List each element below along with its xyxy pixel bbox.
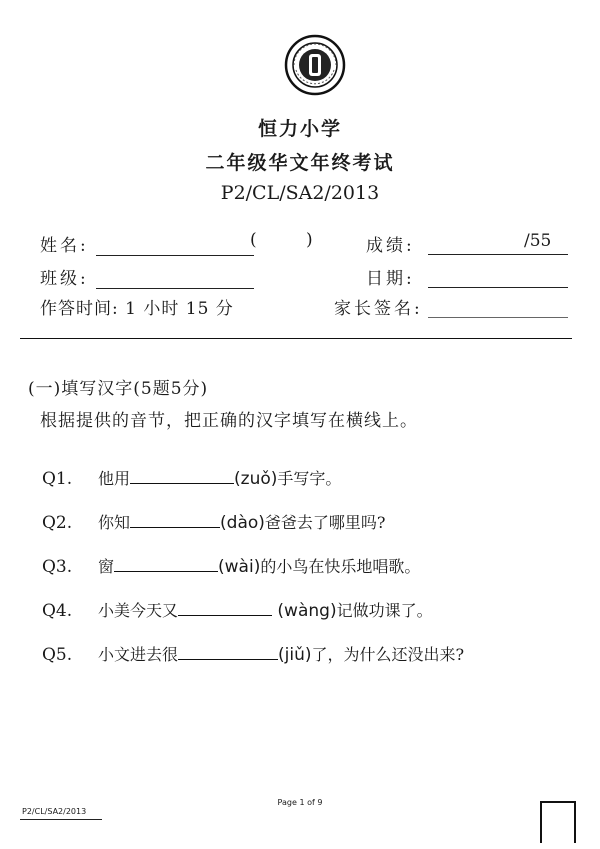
question-q1 <box>42 466 341 489</box>
question-text-after: 手写字。 <box>277 469 342 488</box>
section-title: (一)填写汉字(5题5分) <box>28 379 209 399</box>
date-line <box>428 287 568 288</box>
footer-rule <box>20 819 102 820</box>
question-text-before: 你知 <box>98 513 131 532</box>
pinyin-hint: (wài) <box>218 557 261 577</box>
score-line <box>428 254 568 255</box>
question-text-after: 记做功课了。 <box>336 601 433 620</box>
question-text-before: 小美今天又 <box>98 601 179 620</box>
question-number: Q3. <box>42 557 73 577</box>
answer-blank[interactable] <box>114 557 218 572</box>
name-line <box>96 255 254 256</box>
school-logo-seal <box>284 34 346 96</box>
score-label: 成绩: <box>366 236 415 256</box>
question-text-after: 爸爸去了哪里吗? <box>264 513 386 532</box>
answer-blank[interactable] <box>130 469 234 484</box>
score-corner-box <box>540 801 576 843</box>
class-line <box>96 288 254 289</box>
page-number: Page 1 of 9 <box>277 798 323 807</box>
parent-sign-label: 家长签名: <box>334 299 423 319</box>
answer-blank[interactable] <box>178 601 272 616</box>
pinyin-hint: (dào) <box>220 513 265 533</box>
question-text-before: 小文进去很 <box>98 645 179 664</box>
question-q2 <box>42 510 385 533</box>
question-text-after: 的小鸟在快乐地唱歌。 <box>260 557 421 576</box>
name-label: 姓名: <box>40 236 89 256</box>
question-q3 <box>42 554 420 577</box>
exam-code: P2/CL/SA2/2013 <box>220 182 380 204</box>
pinyin-hint: (zuǒ) <box>234 469 278 489</box>
answer-blank[interactable] <box>130 513 220 528</box>
date-label: 日期: <box>366 269 415 289</box>
section-divider <box>20 338 572 339</box>
question-q4 <box>42 598 433 621</box>
question-text-before: 窗 <box>98 557 115 576</box>
school-name: 恒力小学 <box>257 118 342 140</box>
question-number: Q1. <box>42 469 73 489</box>
question-text-before: 他用 <box>98 469 131 488</box>
answer-blank[interactable] <box>178 645 278 660</box>
question-text-after: 了，为什么还没出来? <box>311 645 465 664</box>
class-number-paren-open: ( <box>250 230 260 250</box>
footer-exam-code: P2/CL/SA2/2013 <box>22 807 87 816</box>
score-total: /55 <box>524 231 552 251</box>
question-number: Q2. <box>42 513 73 533</box>
exam-title: 二年级华文年终考试 <box>205 152 395 174</box>
time-label: 作答时间: 1 小时 15 分 <box>40 299 234 319</box>
question-q5 <box>42 642 464 665</box>
section-instruction: 根据提供的音节，把正确的汉字填写在横线上。 <box>40 411 418 431</box>
question-number: Q5. <box>42 645 73 665</box>
question-number: Q4. <box>42 601 73 621</box>
parent-sign-line <box>428 317 568 318</box>
pinyin-hint: (jiǔ) <box>278 645 312 665</box>
class-number-paren-close: ) <box>306 230 316 250</box>
pinyin-hint: (wàng) <box>272 601 337 621</box>
class-label: 班级: <box>40 269 89 289</box>
